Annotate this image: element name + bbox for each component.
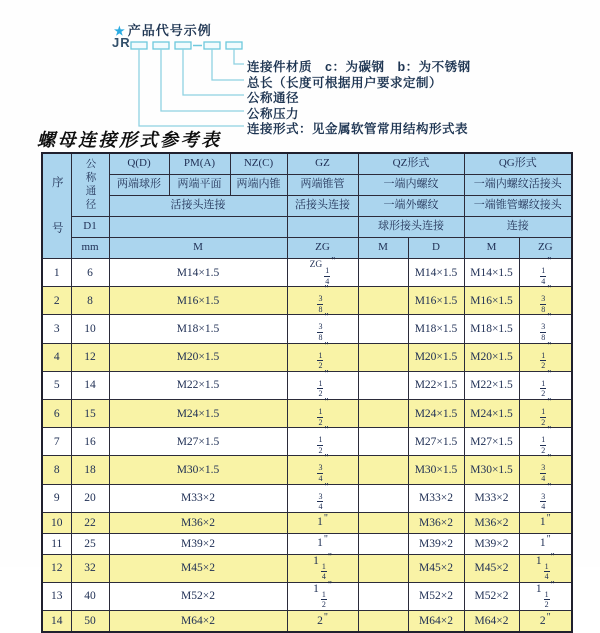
cell-m: M64×2: [109, 611, 287, 633]
table-row: [42, 456, 572, 484]
cell-dn: 25: [71, 533, 109, 554]
cell-m: M52×2: [109, 582, 287, 610]
cell-qz-d: M22×1.5: [408, 371, 464, 399]
code-box: [153, 42, 169, 49]
cell-seq: 10: [42, 512, 71, 533]
cell-qz-m: [358, 533, 408, 554]
cell-gz-zg: ZG $\frac{1}{4}$ ": [287, 259, 358, 287]
header-q-desc: 两端球形: [109, 175, 169, 196]
code-label-connection: 连接形式：见金属软管常用结构形式表: [247, 122, 469, 136]
connector-lines: [139, 49, 244, 126]
cell-m: M30×1.5: [109, 456, 287, 484]
cell-seq: 14: [42, 611, 71, 633]
table-row: [42, 399, 572, 427]
cell-seq: 11: [42, 533, 71, 554]
table-row: [42, 512, 572, 533]
header-col-gz: GZ: [287, 153, 358, 175]
cell-qg-zg: 1": [519, 512, 572, 533]
cell-qz-d: M14×1.5: [408, 259, 464, 287]
cell-qz-d: M24×1.5: [408, 399, 464, 427]
cell-qz-d: M36×2: [408, 512, 464, 533]
cell-m: M18×1.5: [109, 315, 287, 343]
cell-qg-m: M22×1.5: [464, 371, 519, 399]
cell-qg-m: M39×2: [464, 533, 519, 554]
cell-dn: 8: [71, 287, 109, 315]
cell-qg-m: M45×2: [464, 554, 519, 582]
header-gz-desc: 两端锥管: [287, 175, 358, 196]
cell-qz-m: [358, 512, 408, 533]
table-header: [42, 153, 572, 267]
code-box: [204, 42, 220, 49]
cell-seq: 1: [42, 259, 71, 287]
header-empty-b: [287, 217, 358, 238]
header-qz-conn: 球形接头连接: [358, 217, 464, 238]
cell-gz-zg: $\frac{1}{2}$ ": [287, 399, 358, 427]
diagram-title-text: 产品代号示例: [127, 23, 212, 38]
cell-qg-zg: 1 $\frac{1}{4}$ ": [519, 554, 572, 582]
cell-qz-d: M16×1.5: [408, 287, 464, 315]
cell-dn: 16: [71, 428, 109, 456]
table-row: [42, 259, 572, 287]
cell-qz-m: [358, 611, 408, 633]
cell-seq: 3: [42, 315, 71, 343]
cell-qz-m: [358, 484, 408, 512]
cell-qz-d: M30×1.5: [408, 456, 464, 484]
cell-seq: 8: [42, 456, 71, 484]
cell-qz-m: [358, 343, 408, 371]
header-union-a: 活接头连接: [109, 196, 287, 217]
cell-m: M20×1.5: [109, 343, 287, 371]
header-col-qz: QZ形式: [358, 153, 464, 175]
cell-gz-zg: 1 $\frac{1}{2}$ ": [287, 582, 358, 610]
cell-qz-m: [358, 287, 408, 315]
cell-gz-zg: 1": [287, 512, 358, 533]
code-box: [226, 42, 242, 49]
header-qz-desc2: 一端外螺纹: [358, 196, 464, 217]
table-title: 螺母连接形式参考表: [37, 130, 222, 150]
cell-dn: 40: [71, 582, 109, 610]
header-mm: mm: [71, 238, 109, 259]
cell-gz-zg: 1 $\frac{1}{4}$ ": [287, 554, 358, 582]
table-row: [42, 371, 572, 399]
table-row: [42, 343, 572, 371]
cell-qz-m: [358, 315, 408, 343]
cell-gz-zg: $\frac{3}{8}$ ": [287, 287, 358, 315]
cell-qg-m: M52×2: [464, 582, 519, 610]
cell-qz-d: M27×1.5: [408, 428, 464, 456]
cell-m: M36×2: [109, 512, 287, 533]
cell-qg-zg: $\frac{3}{4}$ ": [519, 456, 572, 484]
table-row: [42, 315, 572, 343]
cell-qz-d: M64×2: [408, 611, 464, 633]
table-row: [42, 611, 572, 633]
cell-dn: 32: [71, 554, 109, 582]
table-row: [42, 554, 572, 582]
header-m2: M: [358, 238, 408, 259]
cell-dn: 18: [71, 456, 109, 484]
header-m3: M: [464, 238, 519, 259]
cell-m: M27×1.5: [109, 428, 287, 456]
cell-m: M39×2: [109, 533, 287, 554]
cell-gz-zg: $\frac{3}{4}$ ": [287, 484, 358, 512]
cell-qg-zg: 2": [519, 611, 572, 633]
header-qg-desc1: 一端内螺纹活接头: [464, 175, 572, 196]
cell-qg-m: M64×2: [464, 611, 519, 633]
code-label-length: 总长（长度可根据用户要求定制）: [247, 76, 443, 90]
header-d2: D: [408, 238, 464, 259]
cell-qg-m: M24×1.5: [464, 399, 519, 427]
cell-qz-d: M33×2: [408, 484, 464, 512]
cell-qz-d: M45×2: [408, 554, 464, 582]
cell-dn: 10: [71, 315, 109, 343]
cell-qz-d: M20×1.5: [408, 343, 464, 371]
header-dn-label: 公称通径: [84, 158, 96, 213]
cell-m: M33×2: [109, 484, 287, 512]
cell-qg-zg: $\frac{3}{8}$ ": [519, 287, 572, 315]
cell-qg-m: M16×1.5: [464, 287, 519, 315]
header-col-nz: NZ(C): [230, 153, 287, 175]
code-box: [131, 42, 147, 49]
cell-qz-m: [358, 456, 408, 484]
header-d1: D1: [71, 217, 109, 238]
nut-connection-table: [41, 152, 573, 633]
table-row: [42, 533, 572, 554]
code-label-pressure: 公称压力: [247, 107, 300, 121]
code-box: [175, 42, 191, 49]
cell-qg-zg: $\frac{1}{2}$ ": [519, 428, 572, 456]
cell-m: M45×2: [109, 554, 287, 582]
header-zg3: ZG: [519, 238, 572, 259]
cell-dn: 20: [71, 484, 109, 512]
table-row: [42, 582, 572, 610]
cell-qg-zg: $\frac{1}{2}$ ": [519, 399, 572, 427]
cell-dn: 50: [71, 611, 109, 633]
cell-dn: 15: [71, 399, 109, 427]
table-row: [42, 428, 572, 456]
cell-qg-zg: $\frac{3}{8}$ ": [519, 315, 572, 343]
cell-qg-zg: $\frac{3}{4}$ ": [519, 484, 572, 512]
cell-qg-m: M18×1.5: [464, 315, 519, 343]
cell-m: M22×1.5: [109, 371, 287, 399]
header-m1: M: [109, 238, 287, 259]
table-row: [42, 287, 572, 315]
header-union-b: 活接头连接: [287, 196, 358, 217]
cell-qz-m: [358, 582, 408, 610]
cell-m: M14×1.5: [109, 259, 287, 287]
cell-qg-zg: $\frac{1}{2}$ ": [519, 343, 572, 371]
table-row: [42, 484, 572, 512]
header-nz-desc: 两端内锥: [230, 175, 287, 196]
cell-qz-m: [358, 371, 408, 399]
cell-gz-zg: $\frac{3}{8}$ ": [287, 315, 358, 343]
cell-qg-m: M27×1.5: [464, 428, 519, 456]
cell-qg-zg: 1": [519, 533, 572, 554]
cell-qz-m: [358, 428, 408, 456]
cell-qg-m: M14×1.5: [464, 259, 519, 287]
cell-seq: 7: [42, 428, 71, 456]
cell-gz-zg: $\frac{1}{2}$ ": [287, 428, 358, 456]
cell-dn: 22: [71, 512, 109, 533]
cell-qg-m: M33×2: [464, 484, 519, 512]
header-qz-desc1: 一端内螺纹: [358, 175, 464, 196]
cell-qz-m: [358, 554, 408, 582]
header-seq-label: 序号: [50, 175, 63, 267]
cell-qg-zg: $\frac{1}{2}$ ": [519, 371, 572, 399]
cell-seq: 12: [42, 554, 71, 582]
cell-gz-zg: $\frac{3}{4}$ ": [287, 456, 358, 484]
header-pm-desc: 两端平面: [169, 175, 230, 196]
cell-qg-zg: $\frac{1}{4}$ ": [519, 259, 572, 287]
cell-dn: 14: [71, 371, 109, 399]
cell-seq: 6: [42, 399, 71, 427]
code-label-material: 连接件材质 c：为碳钢 b：为不锈钢: [247, 60, 471, 74]
cell-gz-zg: $\frac{1}{2}$ ": [287, 371, 358, 399]
cell-gz-zg: 1": [287, 533, 358, 554]
code-label-diameter: 公称通径: [247, 91, 300, 105]
header-col-q: Q(D): [109, 153, 169, 175]
cell-seq: 9: [42, 484, 71, 512]
cell-gz-zg: 2": [287, 611, 358, 633]
header-qg-conn: 连接: [464, 217, 572, 238]
cell-qz-m: [358, 259, 408, 287]
header-col-pm: PM(A): [169, 153, 230, 175]
cell-gz-zg: $\frac{1}{2}$ ": [287, 343, 358, 371]
cell-m: M24×1.5: [109, 399, 287, 427]
cell-seq: 13: [42, 582, 71, 610]
star-icon: ★: [114, 24, 126, 38]
header-dn: [71, 153, 109, 217]
cell-seq: 5: [42, 371, 71, 399]
header-qg-desc2: 一端锥管螺纹接头: [464, 196, 572, 217]
product-code-prefix: JR: [112, 35, 131, 50]
cell-qg-m: M30×1.5: [464, 456, 519, 484]
code-box-group: [131, 42, 242, 49]
cell-seq: 4: [42, 343, 71, 371]
header-zg1: ZG: [287, 238, 358, 259]
cell-qz-d: M39×2: [408, 533, 464, 554]
cell-qz-d: M52×2: [408, 582, 464, 610]
cell-seq: 2: [42, 287, 71, 315]
cell-qg-zg: 1 $\frac{1}{2}$ ": [519, 582, 572, 610]
cell-qz-d: M18×1.5: [408, 315, 464, 343]
header-seq: [42, 153, 71, 267]
header-empty-a: [109, 217, 287, 238]
cell-dn: 12: [71, 343, 109, 371]
cell-dn: 6: [71, 259, 109, 287]
header-col-qg: QG形式: [464, 153, 572, 175]
cell-m: M16×1.5: [109, 287, 287, 315]
cell-qg-m: M36×2: [464, 512, 519, 533]
cell-qz-m: [358, 399, 408, 427]
table-body: [42, 256, 572, 633]
cell-qg-m: M20×1.5: [464, 343, 519, 371]
